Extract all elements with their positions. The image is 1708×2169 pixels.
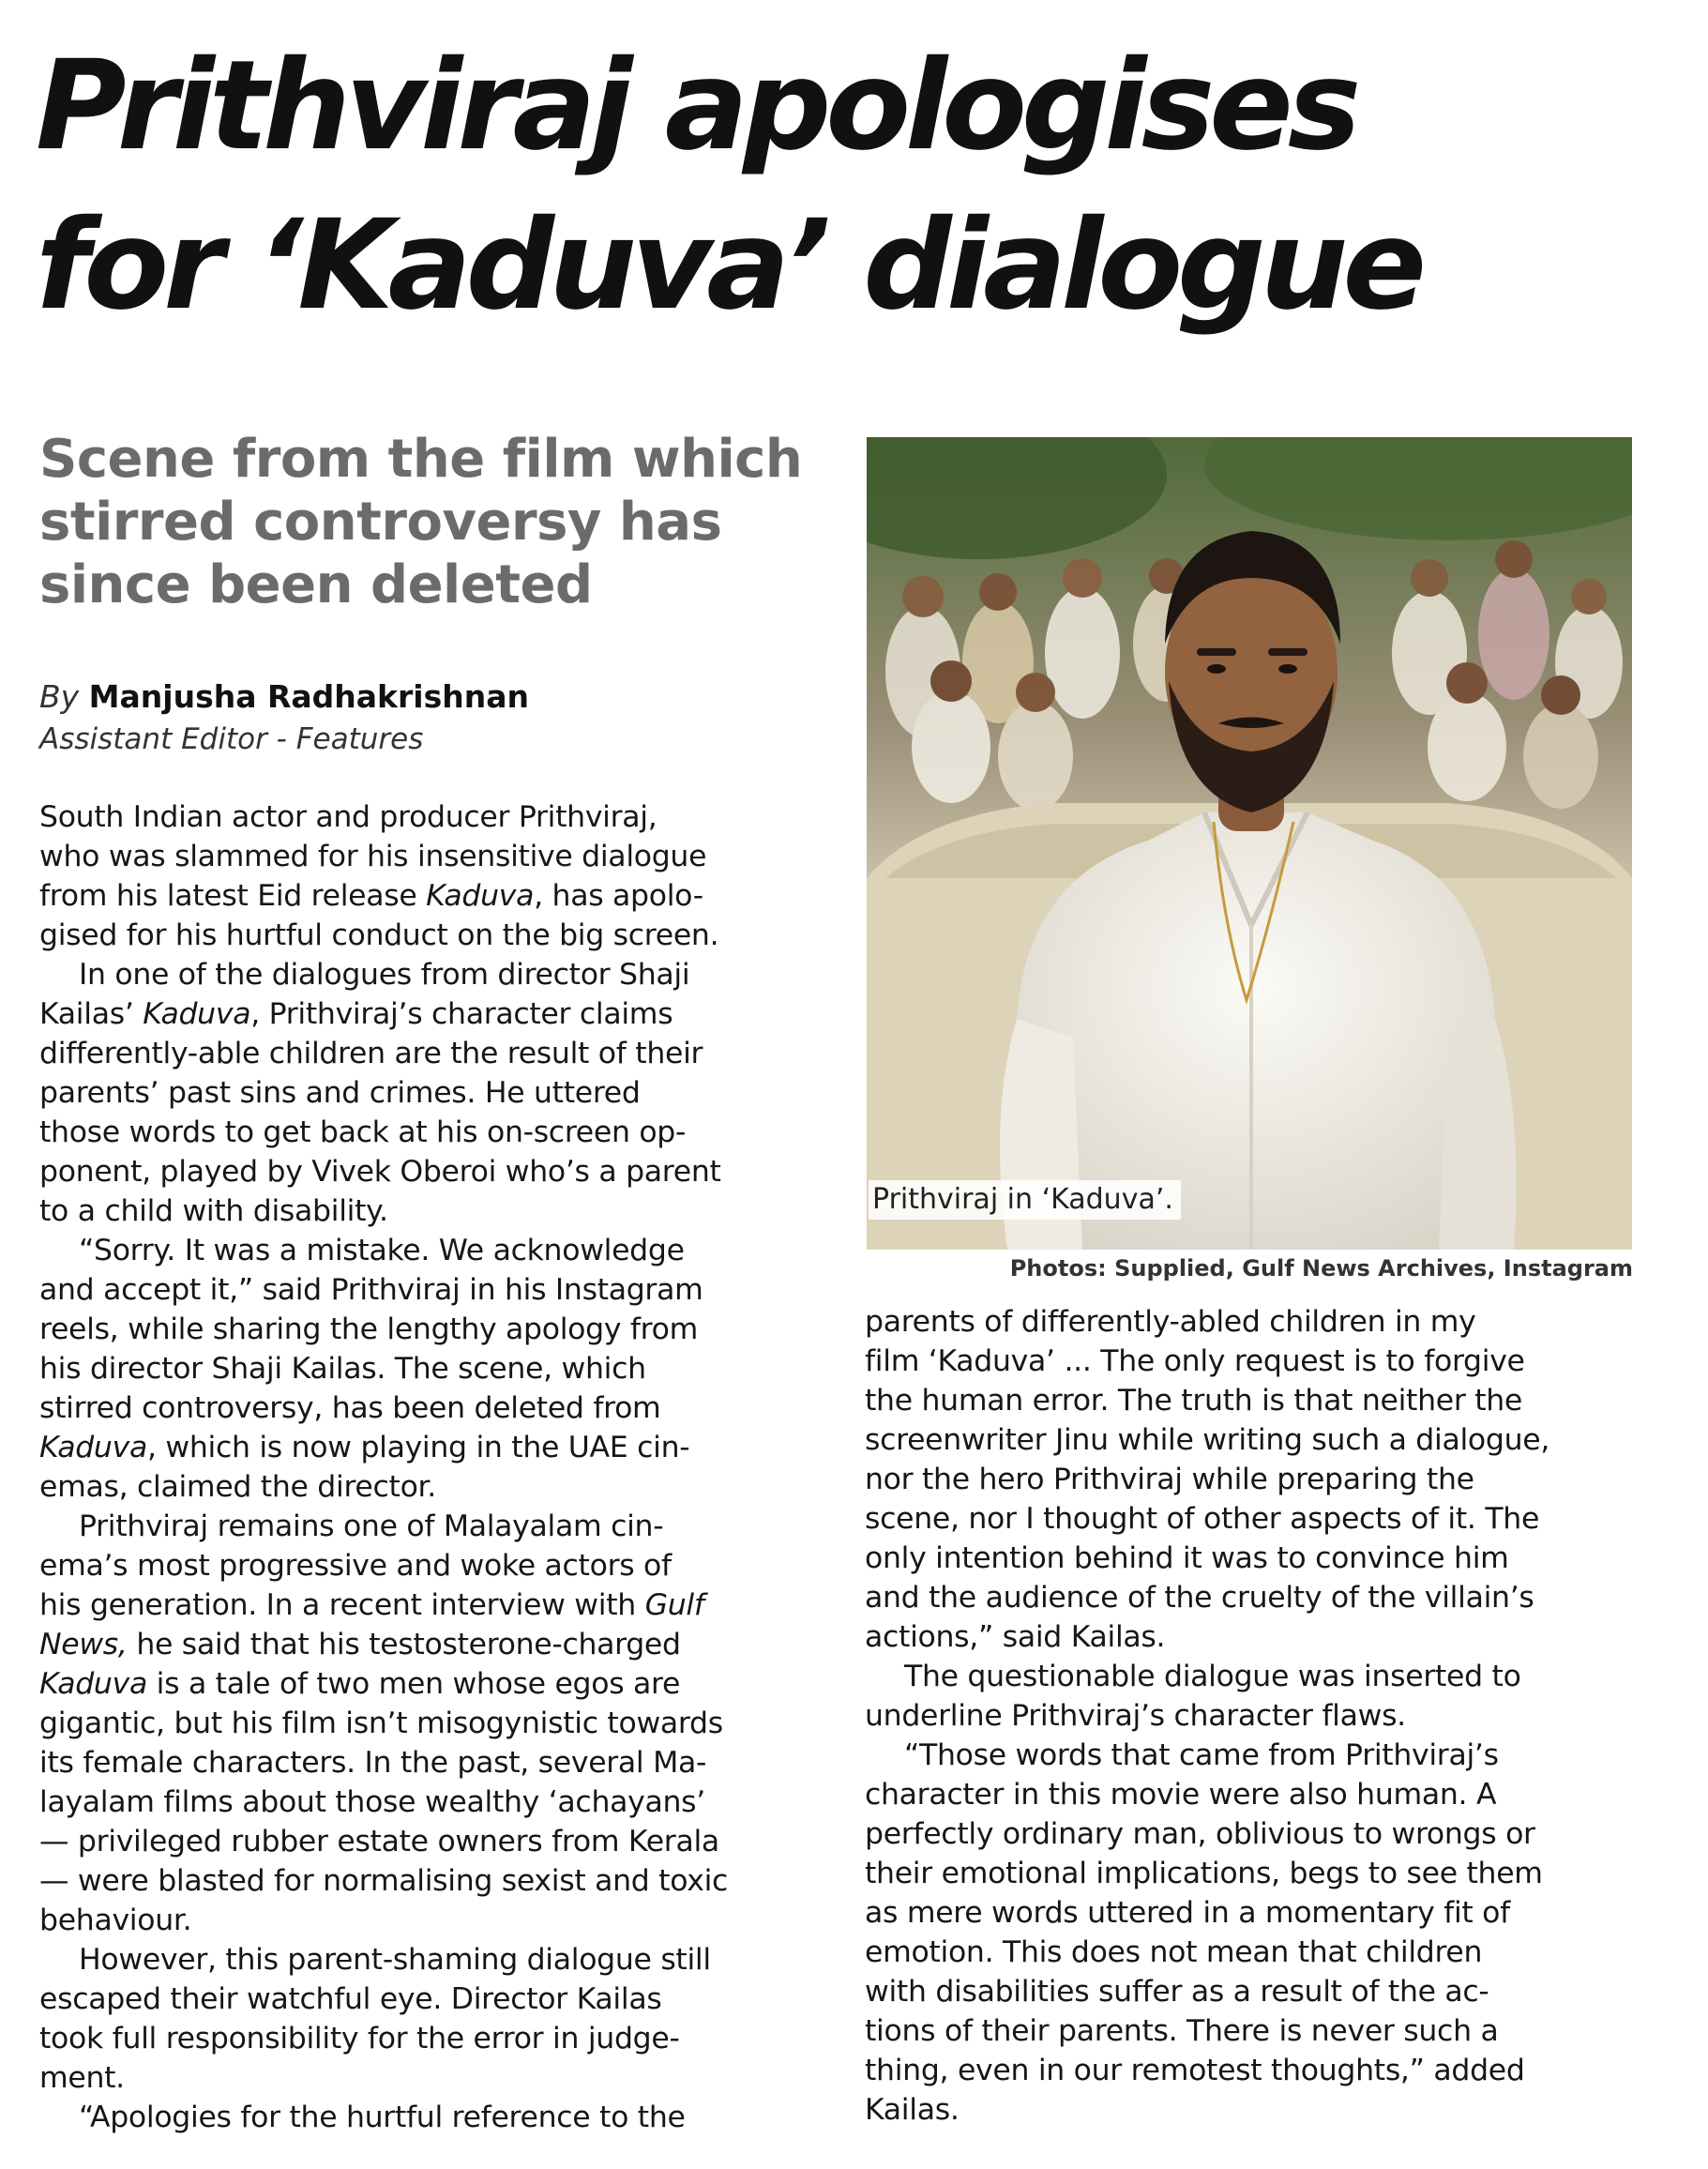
subheadline-line: Scene from the film which [39,429,803,490]
body-text-line: “Those words that came from Prithviraj’s [904,1738,1499,1772]
body-text-line: gised for his hurtful conduct on the big screen. [39,918,719,952]
body-text-line: reels, while sharing the lengthy apology from [39,1312,699,1346]
body-text-line: ment. [39,2061,125,2095]
body-text-line: actions,” said Kailas. [865,1620,1166,1654]
article-body-left-column [39,797,818,2137]
author-name: Manjusha Radhakrishnan [88,678,529,715]
body-text-line: Kaduva, which is now playing in the UAE cin- [39,1431,690,1464]
body-text-line: tions of their parents. There is never such a [865,2014,1499,2048]
italic-run: Kaduva [39,1667,147,1701]
body-text-line: parents of differently-abled children in my [865,1305,1476,1339]
body-text-line: its female characters. In the past, several Ma- [39,1746,707,1780]
italic-run: Kaduva [426,879,535,913]
body-text-line: only intention behind it was to convince him [865,1541,1509,1575]
body-text-line: South Indian actor and producer Prithviraj, [39,800,658,834]
body-text-line: differently-able children are the result of their [39,1037,703,1070]
photo-illustration [867,437,1632,1250]
body-text-line: “Sorry. It was a mistake. We acknowledge [79,1234,685,1267]
body-text-line: parents’ past sins and crimes. He uttered [39,1076,641,1110]
body-text-line: emotion. This does not mean that children [865,1935,1483,1969]
body-text-line: took full responsibility for the error in judge- [39,2022,680,2055]
article-photo [867,437,1632,1250]
body-text-line: The questionable dialogue was inserted to [904,1660,1521,1693]
body-text-line: emas, claimed the director. [39,1470,437,1504]
body-text-line: gigantic, but his film isn’t misogynistic towards [39,1706,723,1740]
article-body-right-column [865,1302,1643,2130]
body-text-line: and accept it,” said Prithviraj in his Instagram [39,1273,703,1307]
body-text-line: who was slammed for his insensitive dialogue [39,840,707,873]
body-text-line: However, this parent-shaming dialogue still [79,1943,711,1977]
body-text-line: his director Shaji Kailas. The scene, which [39,1352,646,1386]
body-text-line: In one of the dialogues from director Shaji [79,958,690,992]
headline-line-1: Prithviraj apologises [36,34,1356,178]
author-title: Assistant Editor - Features [39,722,424,756]
body-text-line: nor the hero Prithviraj while preparing the [865,1463,1474,1496]
body-text-line: to a child with disability. [39,1194,388,1228]
photo-credit: Photos: Supplied, Gulf News Archives, Instagram [1009,1255,1633,1282]
body-text-line: thing, even in our remotest thoughts,” added [865,2054,1525,2087]
subheadline-line: since been deleted [39,554,593,615]
body-text-line: ema’s most progressive and woke actors of [39,1549,672,1583]
body-text-line: Kailas. [865,2093,960,2127]
body-text-line: character in this movie were also human. A [865,1778,1497,1812]
body-text-line: behaviour. [39,1904,192,1937]
body-text-line: layalam films about those wealthy ‘achayans’ [39,1785,705,1819]
body-text-line: “Apologies for the hurtful reference to the [79,2101,686,2134]
body-text-line: Prithviraj remains one of Malayalam cin- [79,1509,664,1543]
body-text-line: News, he said that his testosterone-charged [39,1628,681,1661]
body-text-line: stirred controversy, has been deleted from [39,1391,661,1425]
body-text-line: — privileged rubber estate owners from Kerala [39,1825,719,1858]
body-text-line: — were blasted for normalising sexist and toxic [39,1864,729,1898]
body-text-line: from his latest Eid release Kaduva, has apolo- [39,879,703,913]
headline-line-2: for ‘Kaduva’ dialogue [36,193,1422,338]
body-text-line: with disabilities suffer as a result of the ac- [865,1975,1489,2009]
byline-prefix: By [39,678,80,715]
body-text-line: scene, nor I thought of other aspects of it. The [865,1502,1540,1536]
italic-run: Kaduva [143,997,251,1031]
italic-run: Gulf [644,1588,704,1622]
subheadline [39,428,818,616]
italic-run: Kaduva [39,1431,147,1464]
body-text-line: escaped their watchful eye. Director Kailas [39,1982,662,2016]
italic-run: News, [39,1628,128,1661]
headline [36,26,1686,345]
body-text-line: perfectly ordinary man, oblivious to wrongs or [865,1817,1535,1851]
body-text-line: screenwriter Jinu while writing such a dialogue, [865,1423,1550,1457]
body-text-line: his generation. In a recent interview with Gulf [39,1588,704,1622]
photo-caption: Prithviraj in ‘Kaduva’. [869,1180,1181,1220]
subheadline-line: stirred controversy has [39,492,722,553]
body-text-line: ponent, played by Vivek Oberoi who’s a parent [39,1155,721,1189]
body-text-line: Kailas’ Kaduva, Prithviraj’s character claims [39,997,673,1031]
body-text-line: and the audience of the cruelty of the villain’s [865,1581,1534,1615]
body-text-line: Kaduva is a tale of two men whose egos are [39,1667,681,1701]
body-text-line: their emotional implications, begs to see them [865,1857,1543,1890]
body-text-line: those words to get back at his on-screen op- [39,1115,687,1149]
body-text-line: the human error. The truth is that neither the [865,1384,1522,1418]
body-text-line: film ‘Kaduva’ ... The only request is to forgive [865,1344,1525,1378]
body-text-line: as mere words uttered in a momentary fit of [865,1896,1510,1930]
byline [39,677,529,717]
body-text-line: underline Prithviraj’s character flaws. [865,1699,1406,1733]
